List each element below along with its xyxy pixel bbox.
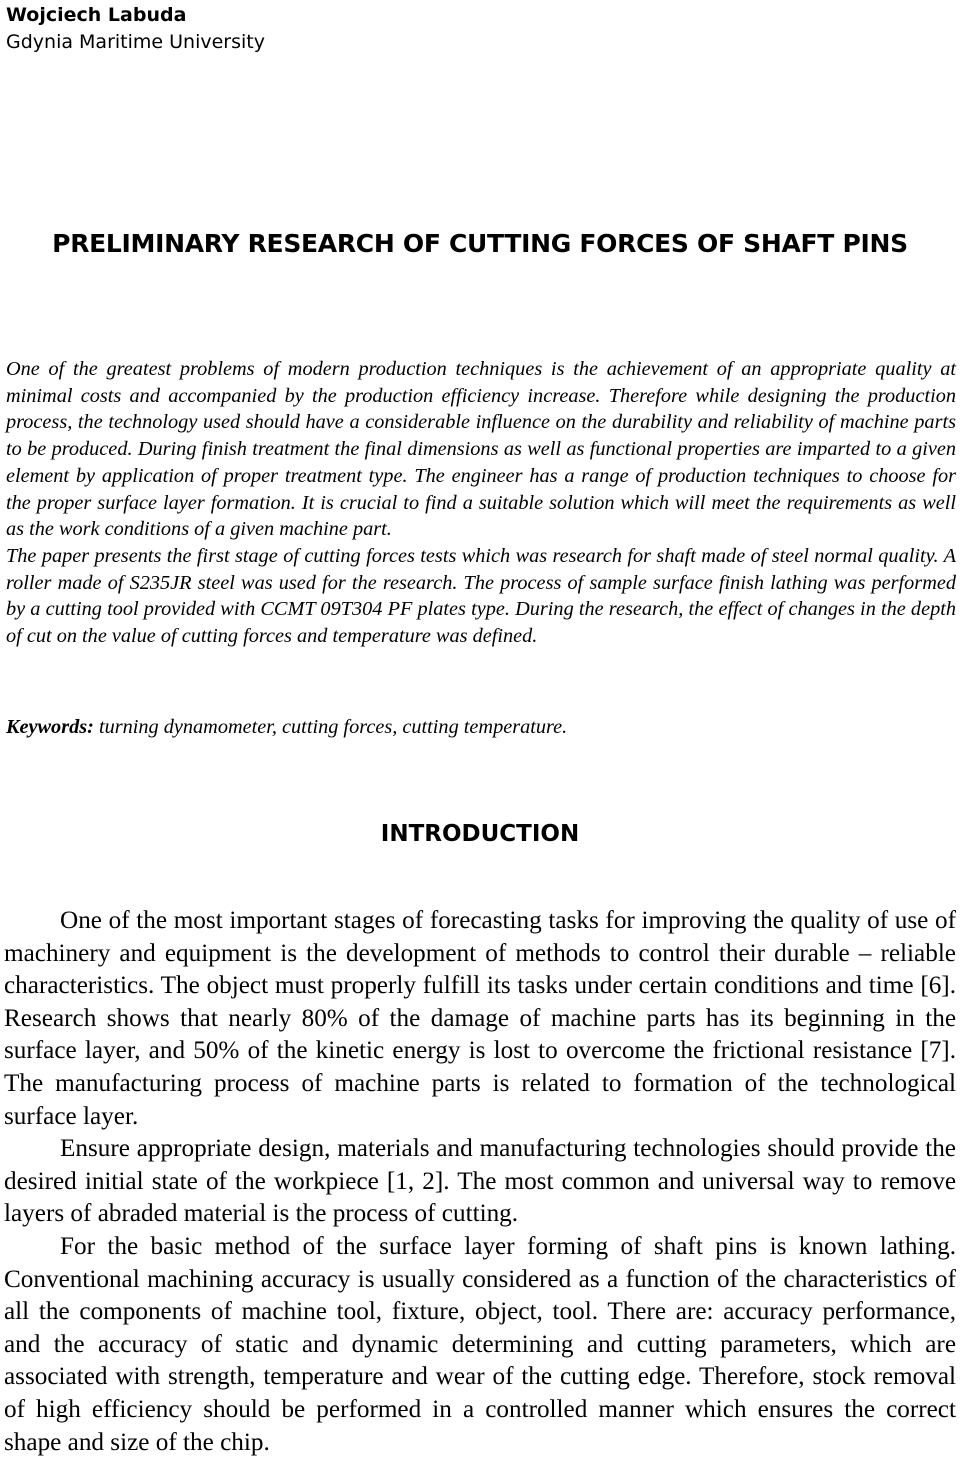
abstract-paragraph-1: One of the greatest problems of modern production techniques is the achievement of an appropriate quality at minimal costs and accompanied by the production efficiency increase. Therefore while designing the production process, the technology used should have a considerable influence on the durability and reliability of machine parts to be produced. During finish treatment the final dimensions as well as functional properties are imparted to a given element by application of proper treatment type. The engineer has a range of production techniques to choose for the proper surface layer formation. It is crucial to find a suitable solution which will meet the requirements as well as the work conditions of a given machine part. [6,358,956,541]
section-heading-introduction: INTRODUCTION [380,821,580,847]
author-affiliation: Gdynia Maritime University [6,31,265,53]
introduction-paragraph-2: Ensure appropriate design, materials and manufacturing technologies should provide the desired initial state of the workpiece [1, 2]. The most common and universal way to remove layers of abraded material is the process of cutting. [4,1135,956,1228]
introduction-paragraph-1: One of the most important stages of forecasting tasks for improving the quality of use of machinery and equipment is the development of methods to control their durable – reliable characteristics. The object must properly fulfill its tasks under certain conditions and time [6]. Research shows that nearly 80% of the damage of machine parts has its beginning in the surface layer, and 50% of the kinetic energy is lost to overcome the frictional resistance [7]. The manufacturing process of machine parts is related to formation of the technological surface layer. [4,907,956,1130]
keywords-label: Keywords: [6,716,94,738]
introduction-body [4,905,956,1459]
introduction-paragraph-3: For the basic method of the surface layer forming of shaft pins is known lathing. Conventional machining accuracy is usually considered as a function of the characteristics of all the components of machine tool, fixture, object, tool. There are: accuracy performance, and the accuracy of static and dynamic determining and cutting parameters, which are associated with strength, temperature and wear of the cutting edge. Therefore, stock removal of high efficiency should be performed in a controlled manner which ensures the correct shape and size of the chip. [4,1232,956,1456]
keywords-text: turning dynamometer, cutting forces, cutting temperature. [93,716,568,738]
keywords [6,714,956,741]
author-name: Wojciech Labuda [6,4,187,26]
paper-title: PRELIMINARY RESEARCH OF CUTTING FORCES OF SHAFT PINS [52,229,908,258]
abstract-paragraph-2: The paper presents the first stage of cutting forces tests which was research for shaft made of steel normal quality. A roller made of S235JR steel was used for the research. The process of sample surface finish lathing was performed by a cutting tool provided with CCMT 09T304 PF plates type. During the research, the effect of changes in the depth of cut on the value of cutting forces and temperature was defined. [6,544,956,648]
abstract [6,356,956,650]
